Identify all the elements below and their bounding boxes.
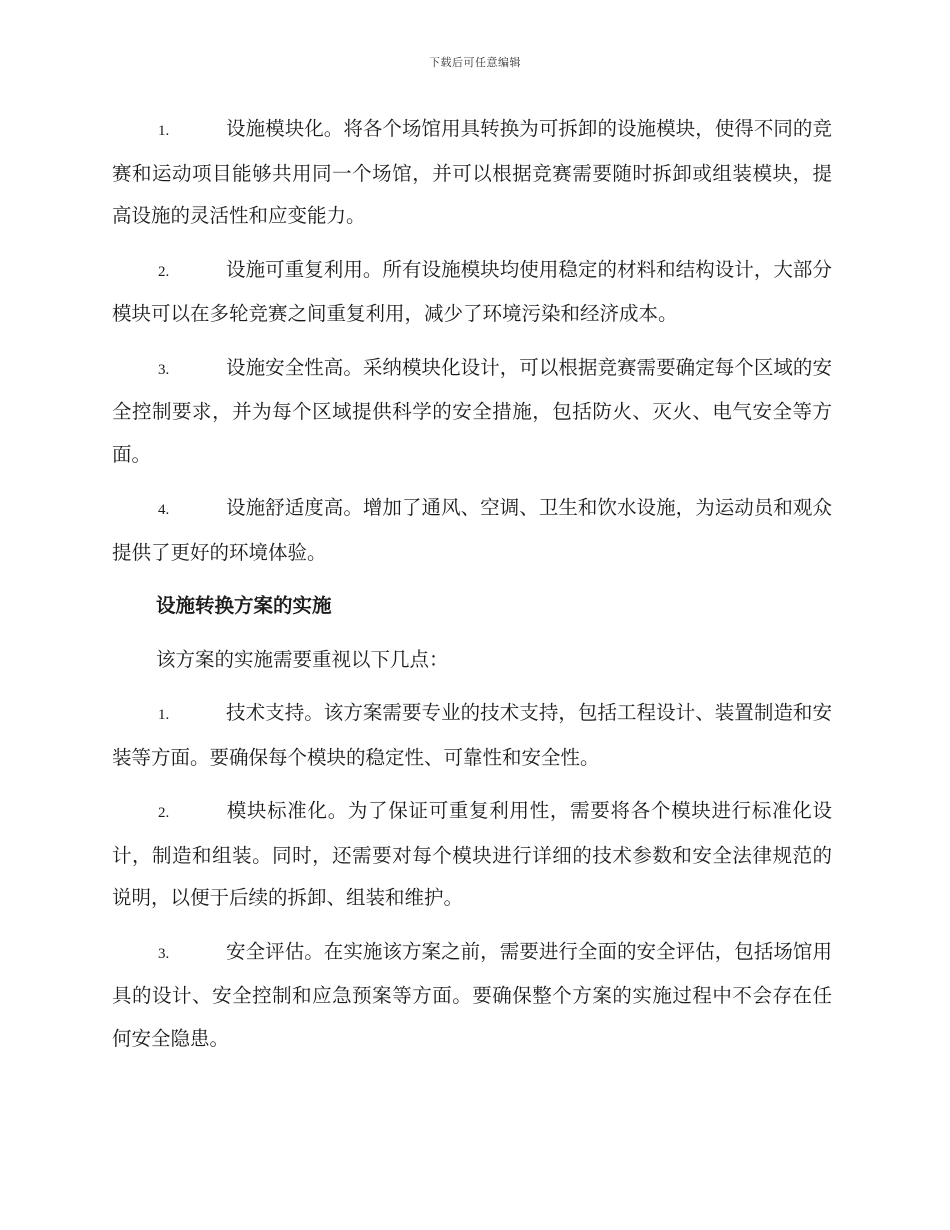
list-item-text: 设施可重复利用。所有设施模块均使用稳定的材料和结构设计，大部分模块可以在多轮竞赛之间重复利用，减少了环境污染和经济成本。 <box>112 257 832 325</box>
list-item-text: 安全评估。在实施该方案之前，需要进行全面的安全评估，包括场馆用具的设计、安全控制和应急预案等方面。要确保整个方案的实施过程中不会存在任何安全隐患。 <box>112 939 832 1050</box>
list-item-text: 模块标准化。为了保证可重复利用性，需要将各个模块进行标准化设计，制造和组装。同时，还需要对每个模块进行详细的技术参数和安全法律规范的说明，以便于后续的拆卸、组装和维护。 <box>112 799 832 909</box>
list-item-number: 2. <box>158 263 170 280</box>
list-item-number: 1. <box>158 123 170 139</box>
section-intro: 该方案的实施需要重视以下几点： <box>156 647 449 671</box>
list-item-number: 2. <box>158 805 170 821</box>
section-heading: 设施转换方案的实施 <box>156 594 332 617</box>
list-item <box>112 931 832 1061</box>
list-item-number: 4. <box>158 502 170 518</box>
document-body <box>112 108 832 1071</box>
list-item-text: 设施模块化。将各个场馆用具转换为可拆卸的设施模块，使得不同的竞赛和运动项目能够共用同一个场馆，并可以根据竞赛需要随时拆卸或组装模块，提高设施的灵活性和应变能力。 <box>112 117 832 227</box>
list-item <box>112 347 832 477</box>
list-item-number: 3. <box>158 945 170 962</box>
list-item-text: 设施舒适度高。增加了通风、空调、卫生和饮水设施，为运动员和观众提供了更好的环境体验。 <box>112 496 832 564</box>
list-item <box>112 692 832 779</box>
list-item-number: 1. <box>158 707 170 723</box>
list-item <box>112 790 832 920</box>
list-item-text: 技术支持。该方案需要专业的技术支持，包括工程设计、装置制造和安装等方面。要确保每个模块的稳定性、可靠性和安全性。 <box>112 701 832 769</box>
list-item-text: 设施安全性高。采纳模块化设计，可以根据竞赛需要确定每个区域的安全控制要求，并为每个区域提供科学的安全措施，包括防火、灭火、电气安全等方面。 <box>112 355 832 466</box>
list-item <box>112 249 832 336</box>
list-item <box>112 108 832 238</box>
list-item-number: 3. <box>158 361 170 378</box>
page-header: 下载后可任意编辑 <box>429 56 521 69</box>
list-item <box>112 487 832 574</box>
